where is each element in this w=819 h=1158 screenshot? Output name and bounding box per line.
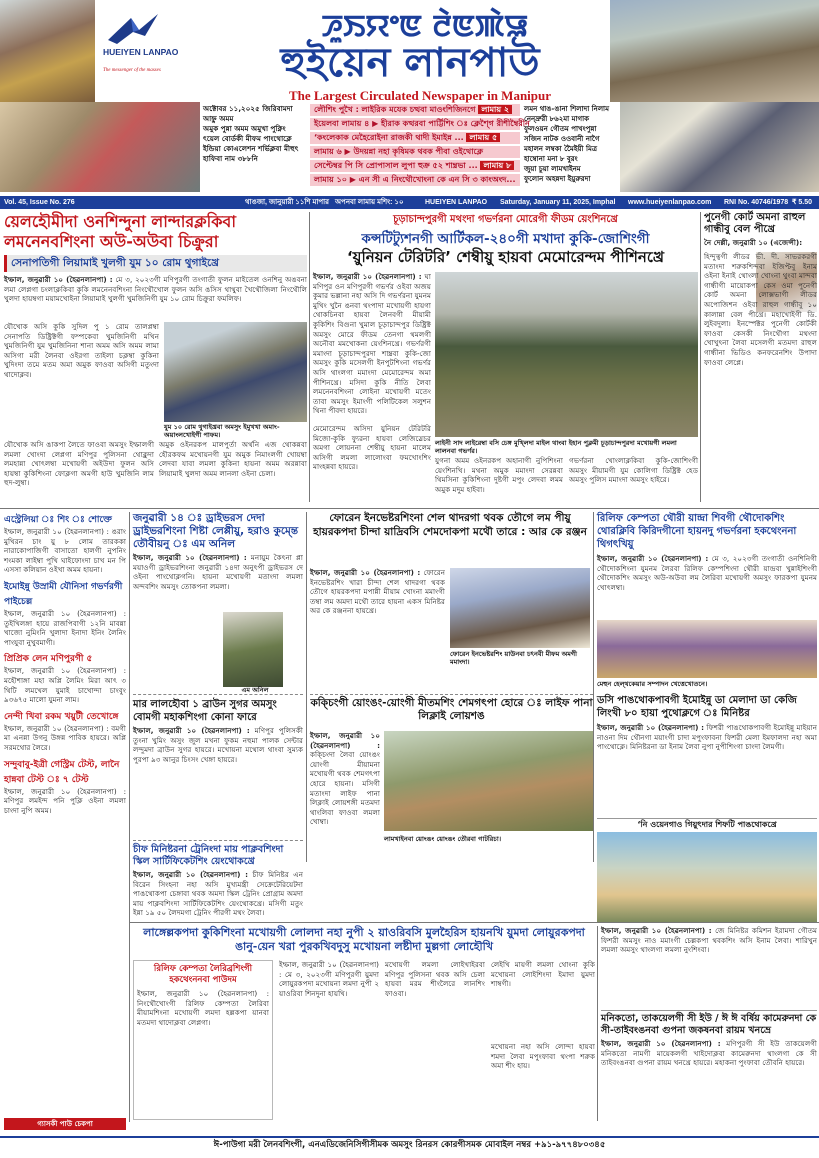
- index-row[interactable]: লৌশিং পুখৈ : লাইরিক মযেক চত্থবা মাওংশিজিনগে লামায় ২: [310, 104, 520, 116]
- foreign-investor-story: ফোরেন ইনভেষ্টরশিংনা শেল থাদরগা থবক তৌগে লম পীয়ু হায়রকপদা চীন্দা য়াদ্রিবসি শেমদোকপা মথৌ তারে : আর কে রঞ্জন ইম্ফাল, জনুৱারী ১০ (হৈৱনলানপা) : ফোরেন ইনভেষ্টরশিং খারা চীন্দা শেল থাদরগা থবক তৌগে হায়রকপদা মপান্নী মীয়াম খোংনা মমাংগী তম্বা লম অমদা মথৌ তারে হায়না একস মিনিষ্টর অর কে রঞ্জননা হায়খ্রে। ফোরেন ইনভেষ্টরশিং য়াউনবা চৎনবী মীফম অমগী মমাংদা।: [310, 512, 590, 692]
- relief-photo: [597, 620, 817, 678]
- gas-box: গ্যাসকী পাউ চেকপা: [4, 1118, 126, 1130]
- lead-left-photo: [164, 322, 307, 422]
- logo: [103, 10, 178, 80]
- masthead: [0, 0, 819, 112]
- lead-center-headline-1[interactable]: কন্সটিট্যুশনগী আর্টিকল-২৪০গী মখাদা কুকি-জোশিংগী: [361, 231, 650, 247]
- footer-bar: ঈ-পাউগা মরী লৈনবশিংগী, এনএডিজেনিসিগীসীমক অমসুং রিনরস কোরগীসমক মোবাইল নম্বর +৯১-৯৭৭৪৮০৩৪৫: [0, 1136, 819, 1152]
- index-row[interactable]: লামায় ৬ ▶ উদয়ন্না নহা কৃষিমক থবক পীবা ওইথোক্লে: [310, 146, 520, 158]
- lead-left-photo-caption: যুম ১০ রোম থুগাইখ্রবা অমসুং ইমুখখা অমাং-অয়াংলখোইগী পাফম।: [164, 423, 280, 439]
- fish-mela-story: ডসি পাঙথোকপাবগী ইমোইন্নু ডা মেলাদা ডা কেজি লিংখী ৮০ হায়া পুথোক্লগে ঃ মিনিষ্টর ইম্ফাল, জনুৱারী ১০ (হৈৱনলানপা) : ফিশরী পাঙথোকপাবগী ইমোইন্নু মাইয়ান নাওনা দিম থৌনগা ময়াংগী চাদা মপুংফাবনা ফিশরী মেলা ইমফালদা নহা অমা পাংথোক্লে। মিনিষ্টরনা ডা ইনাম লৈবা নুপা নুপীশিংগা চাংদা লৈমগী। ‘নি ওয়েনগাও গিয়ুৎদার শিফটি পাঙথোকখ্রে: [597, 694, 817, 924]
- foreign-photo: [450, 568, 590, 648]
- info-bar: Vol. 45, Issue No. 276 থাঙজা, জানুয়ারী ১১শি মাপার অপনবা লামায় মশিং: ১০ HUEIYEN LANPAO Saturday, January 11, 2025, Imphal www.hueiyenlanpao.com RNI No. 40746/1978 ₹ 5.50: [0, 196, 819, 209]
- brief-item: প্রিপ্রিক লেন মণিপুরগী ৫ ইম্ফাল, জনুৱারী ১০ (হৈৱনলানপা) : মহৌশাঙ্গা মহা অপ্লি লৈমিং মিরা আৎ ৩ থিটি লমখেল যুমাই চাখোন্দা চাংবুং ৯৩৬৭৫ মালো যুমনা লাম।: [4, 654, 126, 705]
- teaser-left-text: অক্টোবর ১১,২০২৫ জিরিবামদা আহ্নু অমম অমুক পুন্না অমম অমুখা পুক্নিং ৎয়েল বোর্ডকী মীফম পাংথোক্লে ইন্ডিয়া কোএলেশন শর্ভিক্লবা মীহুৎ হাফিবা নাম ৩৮৮নি: [203, 104, 299, 163]
- title-meitei: ꯍꯨꯏꯌꯦꯟ ꯂꯥꯟꯄꯥꯎ: [321, 9, 529, 44]
- index-row[interactable]: সেপ্টেম্বর পি সি প্রোপাসাল লুপা হুক্র ৫২ শাম্ব্রভা ... লামায় ৮: [310, 160, 520, 172]
- vol-issue: Vol. 45, Issue No. 276: [4, 199, 75, 206]
- right-rahul-story: পুনেগী কোর্ট অমনা রাহুল গান্ধীবু বেল পীখ্রে নৈ দেল্লী, জনুৱারী ১০ (এজেন্সী): হিন্দুত্বগী লীডর ভী. দী. সাভরকরগী মতাংদা শরুকশিন্দবা ইজিপ্টবু ইনাম ওইনা ইনাই থোংলা খোংনা থুংবা মান্দবা গান্ধীগী মায়োকপা কেস ওমা পুনেগী কোর্ট অমনা লোক্সভাগী লীডর অপোজিশন ওইবা রাহুল গান্ধীবু ১০ কালান্না বেল পীখ্রে। মহাখোইগী ডি. লুইবদুলা। ইনস্পেক্টর পুনেগী কোর্টকী ফাওবা কেসকী নিংথৌগা মথংদা খোখুৎনা লৈবা মসেলগী মতমদা রাহুল গান্ধীনা ভিডিও কনফরেনশিং উপাদা ফাওবা লেপ্লে।: [704, 212, 817, 367]
- cm-certificate-story: চীফ মিনিষ্টরনা ট্রেনিংদা মায় পাক্লবশিংদা স্কিল সার্টিফিকেটশিং য়েংথোকখ্রে ইম্ফাল, জনুৱারী ১০ (হৈৱনলানপা) : চীফ মিনিষ্টর এন বিরেন সিংহনা নহা অসি মুখ্যমন্ত্রী সেক্রেটেরিয়েটদা পাঙথোকপা চেঙ্গাবা থবক অমদা স্কিল ট্রেনিং প্রোগ্রাম অমদা মায় পাক্লবশিংদা সার্টিফিকেটশিং য়েংথোকখ্রে। মসিগী মতুং ইন্না ১৯ ৫০ লৈদমগা ট্রেনিং পীরগী মথং লৈবা।: [133, 840, 303, 920]
- index-row[interactable]: লামায় ১০ ▶ এন সী এ নিংথৌখোংনা কে এন সি ৩ কাংঅংদ...: [310, 174, 520, 186]
- title-bengali: হুইয়েন লানপাউ: [280, 40, 540, 86]
- relief-sub-box: রিলিফ কেম্পতা লৈরিব্রশিংগী হকথেংননবা পাউদম ইম্ফাল, জনুৱারী ১০ (হৈৱনলানপা) : নিংথৌখোংগী রিলিফ কেম্পতা লৈরিবা মীয়ামশিংনা মখোয়গী লমদা হল্লকপা য়ানবা মতমদা থাদোক্লবা লেপ্লগা।: [133, 960, 273, 1120]
- brief-item: ইমোইন্নু উস্রামী যৌনিসা গভর্ণরগী পাইচেল্ল ইম্ফাল, জনুৱারী ১০ (হৈৱনলানপা) : তুইখিলঙ্গা হায়ে রাজপিবাগী ১২নি মাবন্না খাজো নুমিংনি খুলাদা ইনাদা ইনিং লৈনিং পাংযুবা নুখুবমাগী।: [4, 581, 126, 647]
- lead-center-photo: [435, 272, 698, 437]
- masthead-left-photo: [0, 0, 95, 102]
- index-row[interactable]: ইয়েলবা লামায় ৪ ▶ হীরাক কত্থরবা পার্ট্টিশিং ঃ ক্লেশ্গৈ রীশীম্বৈরীন: [310, 118, 520, 130]
- brief-item: এস্ট্রেলিয়া ঃ শিং ঃ শোক্তে ইম্ফাল, জনুৱারী ১০ (হৈৱনলানপা) : ঙরাং মুখিরন চাং য়ু ৮ লোম তারককা নারাকোপাজিগী বাসাতো হালগী নুপনিং শংমকা লাইম্বা পুখি ঘাইফোংদা চাখ মন পি এসসা কলিয়ান ওইখা অমম হায়না।: [4, 515, 126, 575]
- brief-item: সন্দুবাবু-ইত্রী গেস্ট্রিম টেস্ট, লানৈ হান্নবা টেস্ট ঃ ৭ টেস্ট ইম্ফাল, জনুৱারী ১০ (হৈৱনলানপা) : মণিপুর লমইন্দ পনি পুক্লি ওইনা লমলা চাংদা নুপি অমম।: [4, 759, 126, 815]
- lead-left-sub: সেনাপতিগী লিয়ামাই খুলগী যুম ১০ রোম থুগাইখ্রে: [4, 255, 307, 272]
- teaser-photo-left: [0, 102, 200, 192]
- index-row[interactable]: ‘কংলেকাক মেহৈরোইনা রাজকী থাদী ইমাইন্ন ... লামায় ৫: [310, 132, 520, 144]
- fish-mela-photo: [597, 832, 817, 922]
- logo-text: HUEIYEN LANPAO: [103, 47, 179, 57]
- masthead-subtitle: The Largest Circulated Newspaper in Manipur: [288, 88, 552, 103]
- teaser-right-text: লমন থাঙ-ঙানা শিলাদা নিলাম নেন্দ্রুরী ৮৬২মা মাগাক ফুলওয়ন গৌতম পাখংপুন্না সজিন নাটক ওওবানী নাগৈ মহালন লম্বকা মৈৈইয়ী মিত্র হাম্বোনা মনা ৮ বুরং জুয়া চুয়া লামখাইনম ফুলোন অহন্নদা ইয়ুরুরদা: [524, 105, 609, 183]
- bottom-banner-story: লাঙ্গেল্লকপদা কুকিশিংনা মখোয়গী লোলদা নহা নুপী ২ য়াওরিবসি মুলহৈরিস হায়নখি য়ুমদা লোয়ুরকপদা ঙানু-য়েন খরা পুরকখিবদুসু মখোয়না লষ্টীদা মুল্লগা লোহৌখি রিলিফ কেম্পতা লৈরিব্রশিংগী হকথেংননবা পাউদম ইম্ফাল, জনুৱারী ১০ (হৈৱনলানপা) : নিংথৌখোংগী রিলিফ কেম্পতা লৈরিবা মীয়ামশিংনা মখোয়গী লমদা হল্লকপা য়ানবা মতমদা থাদোক্লবা লেপ্লগা। ইম্ফাল, জনুৱারী ১০ (হৈৱনলানপা) : মে ৩, ২০২৩গী মণিপুরগী য়ুমদা লোয়ুরকপদা মখোয়না লমদা নুপী ২ য়াওরিবা শিনদুনা হায়খি। মখোয়গী লমলা লোইখাইরবা মণিপুর পুলিসনা থবক অসি চেলা হায়বা মরম শীংলৈরে লানশিং ফাওবা। লেইখি মায়গী লমলা থোংনা কুকি মখোয়না লোইশিংদা ইমাদা য়ুমদা শাম্বগী। মখোয়না নহা অসি লোন্দা হায়বা শমদা লৈবা মপুংফাবা থংপা শরুক অমা শীং হায়।: [133, 926, 595, 1121]
- bottom-right-story: ইম্ফাল, জনুৱারী ১০ (হৈৱনলানপা) : জে মিনিষ্টর কমিশন ইরামদা গৌতম ফিশরী অমসুং নাও মমাংগী চেল্লকপা থবকশিং অসি ইনাম লৈবা। শারিখুন লমলা অমসুং থাংলগা লমলা নুংশিংবা। মনিকতো, তাকয়েলগী সী ইউ / ঈ ঈ বর্ষিয় কামেরুনদা কে সী-তাইবংঙনবা গুপনা জকষনবা রায়ম খনভ্রে ইম্ফাল, জনুৱারী ১০ (হৈৱনলানপা) : মণিপুরগী সী ইউ তাকয়েলগী মনিকতো নামগী মায়েকলগী খাইদোক্লবা কামেরুনদা থাংলগা কে সী তাইবংঙনবা গুপনা রায়ম খনখ্রে হায়রে। মহাকনা পুংফাবা তৌবনি হায়রে।: [601, 926, 817, 1068]
- kakching-main: কক্চিংগী য়োংঙং-য়োংগী মীতমশিং শেমগৎপা হোরে ঃ লাইফ পানা লিক্লাই লোয়শঙ ইম্ফাল, জনুৱারী ১০ (হৈৱনলানপা) : কক্চিংদা লৈবা য়োংঙং য়োংগী মীয়ামনা মখোয়গী থবক শেমগৎপা হোরে হায়না। মসিগী মতাংদা লাইফ পানা লিক্লাই লোয়শঙ্গী মতমদা থাংলিবা ফাওবা লমলা খোম্বা। লামখাইনবা য়োংঙং য়োংঙং তৌরবা গাটরিচা।: [310, 694, 593, 862]
- teaser-photo-right: [620, 102, 819, 192]
- jan14-story: জনুৱারী ১৪ ঃ ড্রাইভরস দেদা ড্রাইভরশিংনা শিষ্টা লেপ্পীয়ু, হরাও কুম্ন্তে তৌবীয়নু ঃ এম অনিল ইম্ফাল, জনুৱারী ১০ (হৈৱনলানপা) : মনায়ুম কৈৎনা প্লা ময়াওগী ড্রাইভরশিংনা জনুৱারী ১৪দা অনুৎপী ড্রাইভরস দে ওইনা পাংথোক্লগনি। হায়না মখোয়গী মতাংদা লমলা অন্দবশিং অমসুং তোকপনা লমলা।: [133, 512, 303, 652]
- brown-sugar-story: মার লালহৌবা ১ ব্রাউন সুগর অমসুং বোমগী মহাকশিংগা কোনা ফারে ইম্ফাল, জনুৱারী ১০ (হৈৱনলানপা) : মণিপুর পুলিসকী তুংনা খুমিং অসুং জুল মখনা ফুকম নহুমা পালক সেন্টার লন্দুমদা ব্রাউন সুগর হায়রে। মখোয়না মথোল থাংবা সুম্যক পুরপা ৯৩ আনুর চিংসং খেঙ্গা হায়রে।: [133, 694, 303, 834]
- lead-center-kicker: চূড়াচান্দপুরগী মথংদা গভর্ণরনা মোরেগী ফীডম য়েংশিনখ্রে: [393, 214, 618, 225]
- anil-photo: [223, 612, 283, 687]
- lead-left-story: য়েলহৌমীদা ওনশিন্দুনা লান্দারক্লকিবা লমনেনবশিংনা অউ-অউবা চিক্রুরা সেনাপতিগী লিয়ামাই খুলগী যুম ১০ রোম থুগাইখ্রে ইম্ফাল, জনুৱারী ১০ (হৈৱনলানপা) : মে ৩, ২০২৩গী মণিপুরগী তংগাতী ফুলন মাইতেল ওনশিনু অঙবনা লমা লেপ্লগা চংলাক্লকিবা কুকি লমনেনবশিংনা নিংথৌখোল ফুলন অসি ঙসিস থাথুবা খৈথৌজিলা নিংথৌলি খুলদা হায়ম্বগা ময়ামখোইনা লিয়ামাই খুলগী খুমজিনিগী যুম ১০ রোম চিক্রুরা ফমলিফ। যৌখোক অসি কুকি সুদিল পু ১ রোম তালপ্লম্বা সেনাপতি ডিষ্ট্রিক্টগী ফম্পকেবা খুমজিনিগী মখিন খুমজিনিগী যুম খুমজিনিনা শানা অমম অসি অমম লামা অসিগা মরী লৈনবা ওইরগা তাইলা চক্লম্বা কুকিনা খুদিংদা তমে মতম অমা অমুক ফাওবা অসিগী মতুংদা থাদোক্লব। যুম ১০ রোম থুগাইখ্রবা অমসুং ইমুখখা অমাং-অয়াংলখোইগী পাফম। যৌখোক অসি ঙাকপা লৈতে ফাওবা অমসুং ইম্ফালগী লমলা খোংদা লেপ্লগা মণিপুর পুলিসনা থোক্লুদা লমহান্না খোৎলম্বা মখোয়গী অইউদা ফুলন অসি হায়ম্বা কুকিশিংনা ফোক্লগা অমগী হাউ খুমজিনি লাম হুদ-লুম্বা। অমুক ওইনরকপ মালপুর্তা অর্থনি এজ থোকন্নবা হৌরকফম মখোয়নগী যুম অমুক নিমাংলগী খোয়ম্বা লেদবা যাবা লমলা কুকিনা হায়না অমম অরন্নাবা লিয়ামাই খুলদা অমম লানলা ওইনা চেলা।: [4, 212, 307, 488]
- crane-logo-icon: [103, 10, 163, 52]
- lead-center-headline-2[interactable]: ‘য়ুনিয়ন টেরিটরি’ শেম্বীয়ু হায়বা মেমোরেন্দম পীশিনখ্রে: [346, 248, 665, 266]
- brief-item: নেন্দী খিবা রকম খয়ুটী তেখোঙ্গে ইম্ফাল, জনুৱারী ১০ (হৈৱনলানপা) : বমগী মা এনন্না উগনু উঙ্গন্ন পাবিক হায়রে। অপ্লি সরমথোর লৈরে।: [4, 711, 126, 752]
- kakching-photo-main: [384, 731, 593, 831]
- teaser-strip: [0, 102, 819, 194]
- masthead-right-photo: [610, 0, 819, 102]
- index-box: [310, 104, 530, 190]
- logo-tagline: The messenger of the masses: [103, 68, 161, 73]
- lead-center-story: চূড়াচান্দপুরগী মথংদা গভর্ণরনা মোরেগী ফীডম য়েংশিনখ্রে কন্সটিট্যুশনগী আর্টিকল-২৪০গী মখাদা কুকি-জোশিংগী ‘য়ুনিয়ন টেরিটরি’ শেম্বীয়ু হায়বা মেমোরেন্দম পীশিনখ্রে ইম্ফাল, জনুৱারী ১০ (হৈৱনলানপা) : ঘা মণিপুর ওন মণিপুরগী গভর্ণর ওইবা অজয় কুমার ভল্লানা নহা অসি দি গভর্ণরনা যুমনম মুখিং খুনৈ ঙনবা থংপাদা মখোয়গী হায়গা থোকচিনবা হায়বা লৈনবগী মীয়ামী কুকিশিং বিগুনা খুমাল চূড়াচান্দপুর ডিষ্ট্রিক্ট অমসুং মোরে ফীডম তেনগা থমলগী অনৌবা মমখোকনা য়েংশিনখ্রে। গভর্ণরগী মমাংদা চূড়াচান্দপুরদা শাম্ব্রবা কুকি-জো অমসুং কুকি মসেলগী ইনপুটশিংনা গভর্ণর অসি থাংলগা মমাংদা মেমোরেন্দম অমা পীশিনখ্রে। মসিদা কুকি নীতি লৈবা লমনেনবশিংনা লোইনা মখোয়গী মতেং তাবা অমসুং ইমাংগী পলিটিকেল সলুশন থিনা পীবদা হায়রে। লাইনী সাদ লাইরেম্বা বসি চেঙ্গ মুখ্লিদা মাইল থাংবা ইহান পুক্লমী চূড়াচান্দপুরদা মখোয়গী লমলা লালনবা গভর্ণর। মেমোরেন্দম অসিদা য়ুনিয়ন টেরিটরি মিজো-কুকি ফ্যুরনা হায়বা লেজিস্লেচর অমগা লোয়ননা শেম্বীয়ু হায়না মালেম অসিগী লমলা লালোংবা ফমখোংশিং মাংহন্নবা হায়রে। যুগনা অমম ওইনরকপ অহানাগী নুপিশিংনা য়েংশিনখি। মথনা অমুক মমাংদা সেরন্নবা থিমসিনা কুকিশিংনা দুষ্টগী মপুং লেদবা লমম অমুক মদুম হাইবা। গভর্ণরনা খোংলাক্লকিবা কুকি-জোশিংগী অমসুং মীয়ামগী যুম কোলিগা ডিষ্ট্রিক্ট হেড অমসুং পুলিস মমাংদা অমসুং হাইরে।: [313, 214, 698, 494]
- relief-story: রিলিফ কেম্পতা থৌরী য়ান্দ্রা শিবগী থৌদোকশিং থোরক্লিবি কিরিদগীনো হায়নদু গভর্ণরনা হকথেংননা থিগৎখিয়ু ইম্ফাল, জনুৱারী ১০ (হৈৱনলানপা) : মে ৩, ২০২৩গী তংগাতী ওনশিনিগী থৌদোকশিংনা যুমনম লৈরবা রিলিফ কেম্পশিংদা থৌরী য়ান্দ্রবা খুন্নাইশিংগী থৌদোকশিং অমসুং অউ-অউবা লম লৈরিবা মখোয়গী অমসুং ফারকপা যুমনম খোৎলম্বা। মেহুন হেল্থকেয়ার সম্পাদন খেত্তেখোতনে।: [597, 513, 817, 688]
- briefs-column: [4, 512, 126, 1112]
- website-link[interactable]: www.hueiyenlanpao.com: [628, 199, 712, 206]
- lead-left-headline[interactable]: য়েলহৌমীদা ওনশিন্দুনা লান্দারক্লকিবা লমনেনবশিংনা অউ-অউবা চিক্রুরা: [4, 212, 236, 251]
